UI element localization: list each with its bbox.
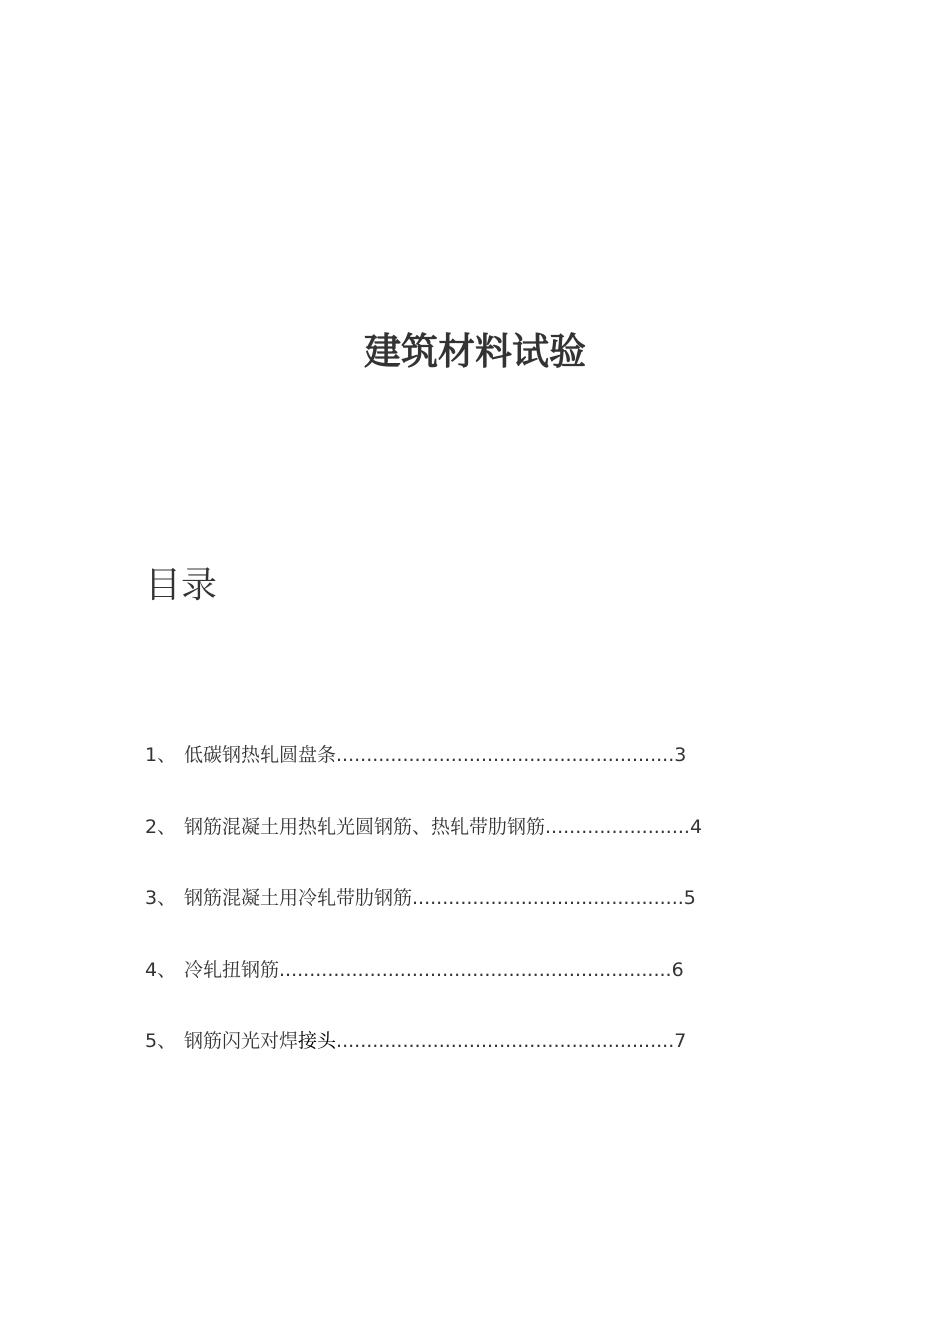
toc-entry-1[interactable] [145, 738, 702, 810]
toc-entry-2[interactable] [145, 810, 702, 882]
toc-entry-number: 2、 [145, 815, 177, 838]
toc-entry-title: 钢筋混凝土用冷轧带肋钢筋 [184, 887, 413, 909]
toc-entry-title: 钢筋混凝土用热轧光圆钢筋、热轧带肋钢筋 [184, 815, 546, 838]
toc-entry-title-part: 接头 [298, 1030, 337, 1052]
toc-entry-4[interactable] [145, 953, 702, 1025]
toc-entry-number: 4、 [145, 958, 177, 981]
toc-entry-number: 1、 [145, 744, 177, 766]
toc-entry-page: 4 [689, 815, 703, 838]
document-title: 建筑材料试验 [364, 330, 586, 373]
toc-entry-3[interactable] [145, 881, 702, 953]
toc-entry-leader: ........................ [545, 815, 690, 838]
toc-entry-leader: ............................................. [412, 887, 684, 909]
toc-entry-page: 5 [683, 887, 696, 909]
toc-entry-title [184, 1030, 336, 1052]
toc-entry-page: 7 [674, 1030, 687, 1052]
toc-entry-leader: ................................................................. [279, 958, 672, 981]
toc-entry-number: 3、 [145, 887, 177, 909]
toc-entry-page: 3 [674, 744, 687, 766]
toc-entry-number: 5、 [145, 1030, 177, 1052]
toc-entry-title: 冷轧扭钢筋 [184, 958, 280, 981]
toc-heading: 目录 [145, 565, 218, 606]
toc-entry-leader: ........................................................ [336, 744, 675, 766]
table-of-contents [145, 738, 702, 1096]
toc-entry-5[interactable] [145, 1024, 702, 1096]
toc-entry-title: 低碳钢热轧圆盘条 [184, 744, 337, 766]
toc-entry-leader: ........................................................ [336, 1030, 675, 1052]
toc-entry-page: 6 [671, 958, 684, 981]
toc-entry-title-part: 钢筋闪光对焊 [184, 1030, 299, 1052]
